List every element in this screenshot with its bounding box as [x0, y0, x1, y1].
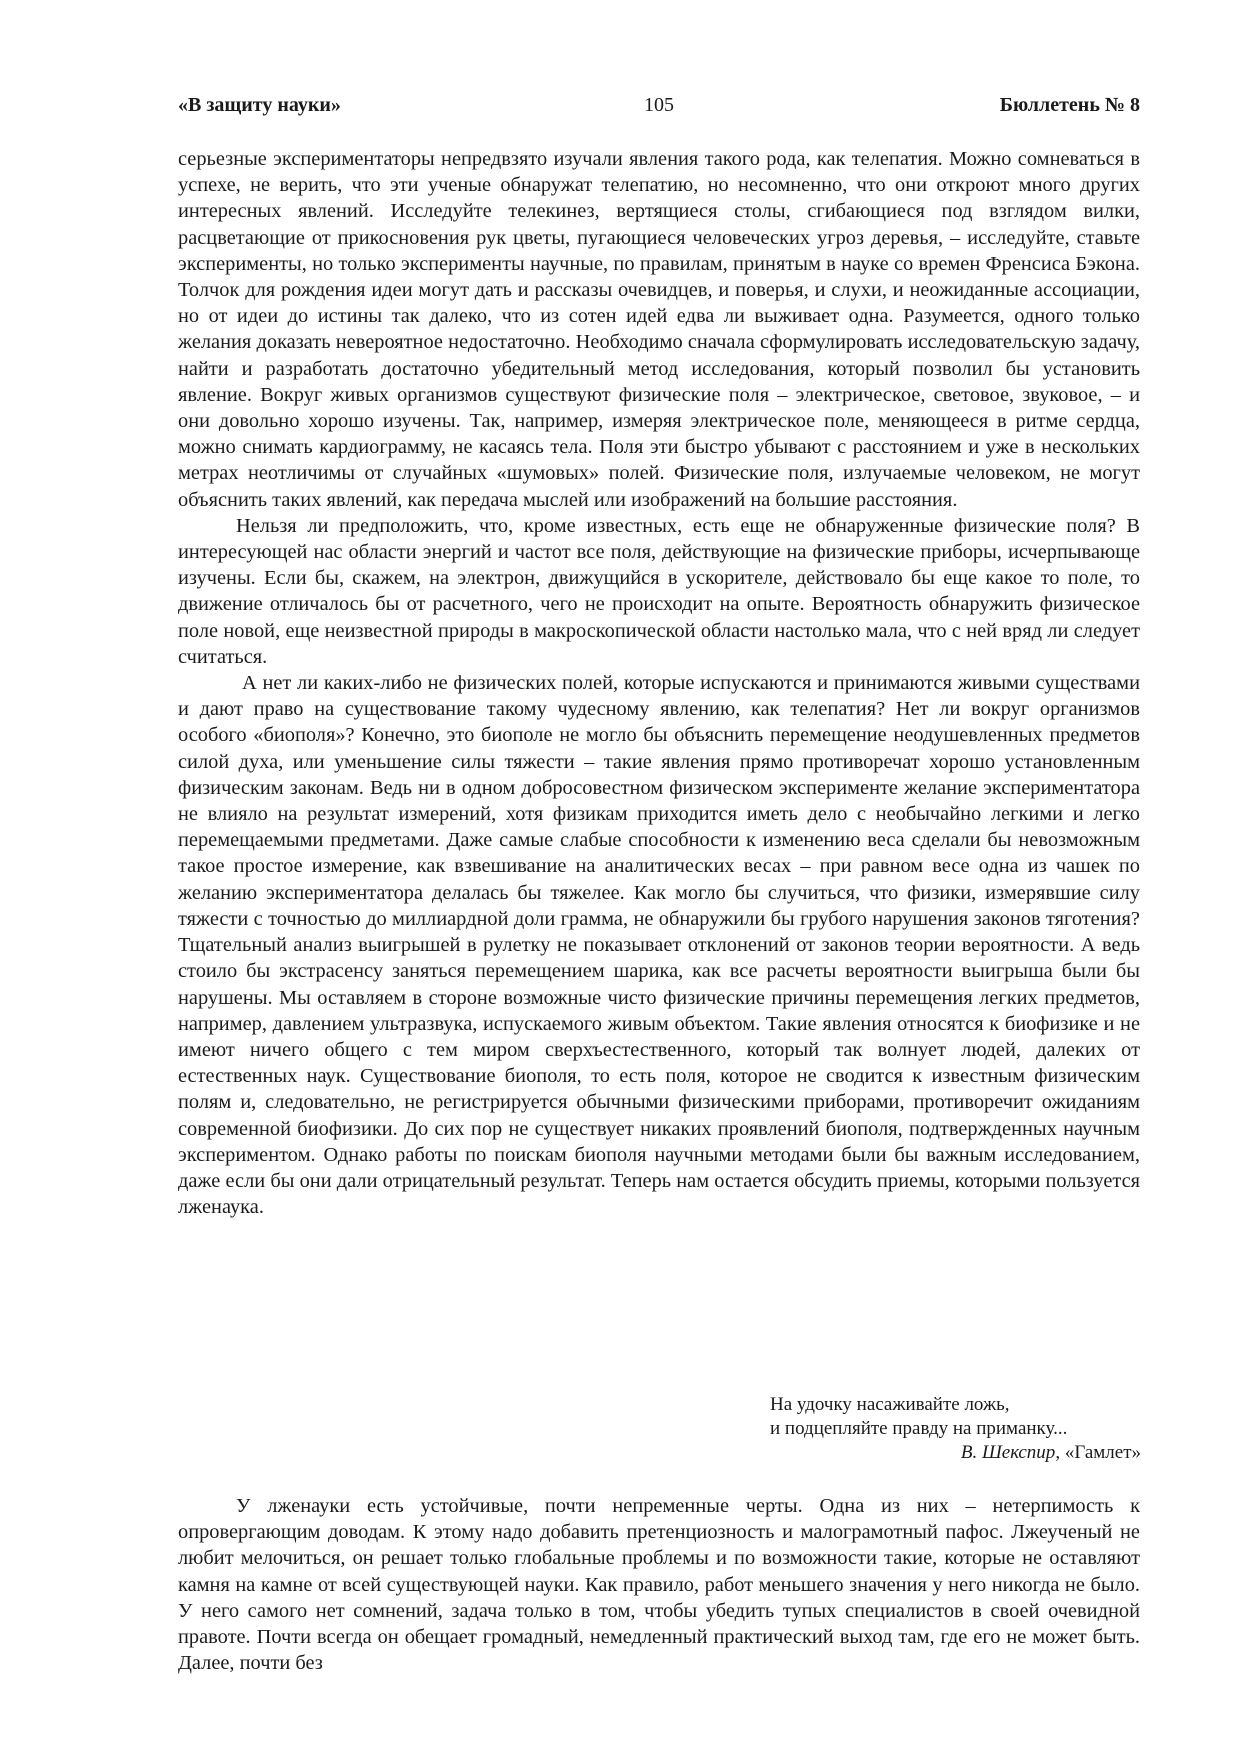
paragraph: У лженауки есть устойчивые, почти непременные черты. Одна из них – нетерпимость к опровергающим доводам. К этому надо добавить претенциозность и малограмотный пафос. Лжеученый не любит мелочиться, он решает только глобальные проблемы и по возможности такие, которые не оставляют камня на камне от всей существующей науки. Как правило, работ меньшего значения у него никогда не было. У него самого нет сомнений, задача только в том, чтобы убедить тупых специалистов в своей очевидной правоте. Почти всегда он обещает громадный, немедленный практический выход там, где его не может быть. Далее, почти без — [178, 1495, 1140, 1675]
page-number: 105 — [644, 94, 674, 116]
epigraph — [770, 1393, 1141, 1465]
paragraph: А нет ли каких-либо не физических полей, которые испускаются и принимаются живыми существами и дают право на существование такому чудесному явлению, как телепатия? Нет ли вокруг организмов особого «биополя»? Конечно, это биополе не могло бы объяснить перемещение неодушевленных предметов силой духа, или уменьшение силы тяжести – такие явления прямо противоречат хорошо установленным физическим законам. Ведь ни в одном добросовестном физическом эксперименте желание экспериментатора не влияло на результат измерений, хотя физикам приходится иметь дело с необычайно легкими и легко перемещаемыми предметами. Даже самые слабые способности к изменению веса сделали бы невозможным такое простое измерение, как взвешивание на аналитических весах – при равном весе одна из чашек по желанию экспериментатора делалась бы тяжелее. Как могло бы случиться, что физики, измерявшие силу тяжести с точностью до миллиардной доли грамма, не обнаружили бы грубого нарушения законов тяготения? Тщательный анализ выигрышей в рулетку не показывает отклонений от законов теории вероятности. А ведь стоило бы экстрасенсу заняться перемещением шарика, как все расчеты вероятности выигрыша были бы нарушены. Мы оставляем в стороне возможные чисто физические причины перемещения легких предметов, например, давлением ультразвука, испускаемого живым объектом. Такие явления относятся к биофизике и не имеют ничего общего с тем миром сверхъестественного, который так волнует людей, далеких от естественных наук. Существование биополя, то есть поля, которое не сводится к известным физическим полям и, следовательно, не регистрируется обычными физическими приборами, противоречит ожиданиям современной биофизики. До сих пор не существует никаких проявлений биополя, подтвержденных научным экспериментом. Однако работы по поискам биополя научными методами были бы важным исследованием, даже если бы они дали отрицательный результат. Теперь нам остается обсудить приемы, которыми пользуется лженаука. — [178, 672, 1140, 1219]
paragraph-continued: серьезные экспериментаторы непредвзято изучали явления такого рода, как телепатия. Можно сомневаться в успехе, не верить, что эти ученые обнаружат телепатию, но несомненно, что они откроют много других интересных явлений. Исследуйте телекинез, вертящиеся столы, сгибающиеся под взглядом вилки, расцветающие от прикосновения рук цветы, пугающиеся человеческих угроз деревья, – исследуйте, ставьте эксперименты, но только эксперименты научные, по правилам, принятым в науке со времен Френсиса Бэкона. Толчок для рождения идеи могут дать и рассказы очевидцев, и поверья, и слухи, и неожиданные ассоциации, но от идеи до истины так далеко, что из сотен идей едва ли выживает одна. Разумеется, одного только желания доказать невероятное недостаточно. Необходимо сначала сформулировать исследовательскую задачу, найти и разработать достаточно убедительный метод исследования, который позволил бы установить явление. Вокруг живых организмов существуют физические поля – электрическое, световое, звуковое, – и они довольно хорошо изучены. Так, например, измеряя электрическое поле, меняющееся в ритме сердца, можно снимать кардиограмму, не касаясь тела. Поля эти быстро убывают с расстоянием и уже в нескольких метрах неотличимы от случайных «шумовых» полей. Физические поля, излучаемые человеком, не могут объяснить таких явлений, как передача мыслей или изображений на большие расстояния. — [178, 148, 1140, 511]
paragraph: Нельзя ли предположить, что, кроме известных, есть еще не обнаруженные физические поля? В интересующей нас области энергий и частот все поля, действующие на физические приборы, исчерпывающе изучены. Если бы, скажем, на электрон, движущийся в ускорителе, действовало бы еще какое то поле, то движение отличалось бы от расчетного, чего не происходит на опыте. Вероятность обнаружить физическое поле новой, еще неизвестной природы в макроскопической области настолько мала, что с ней вряд ли следует считаться. — [178, 514, 1140, 668]
journal-title: «В защиту науки» — [178, 94, 341, 116]
epigraph-attribution — [770, 1441, 1141, 1465]
epigraph-line: и подцепляйте правду на приманку... — [770, 1418, 1068, 1439]
epigraph-line: На удочку насаживайте ложь, — [770, 1394, 1010, 1415]
epigraph-source: , «Гамлет» — [1055, 1442, 1141, 1463]
running-header — [178, 90, 1140, 120]
section-text — [178, 1493, 1140, 1676]
epigraph-author: В. Шекспир — [960, 1442, 1056, 1463]
main-text — [178, 146, 1140, 1220]
bulletin-number: Бюллетень № 8 — [999, 94, 1140, 116]
